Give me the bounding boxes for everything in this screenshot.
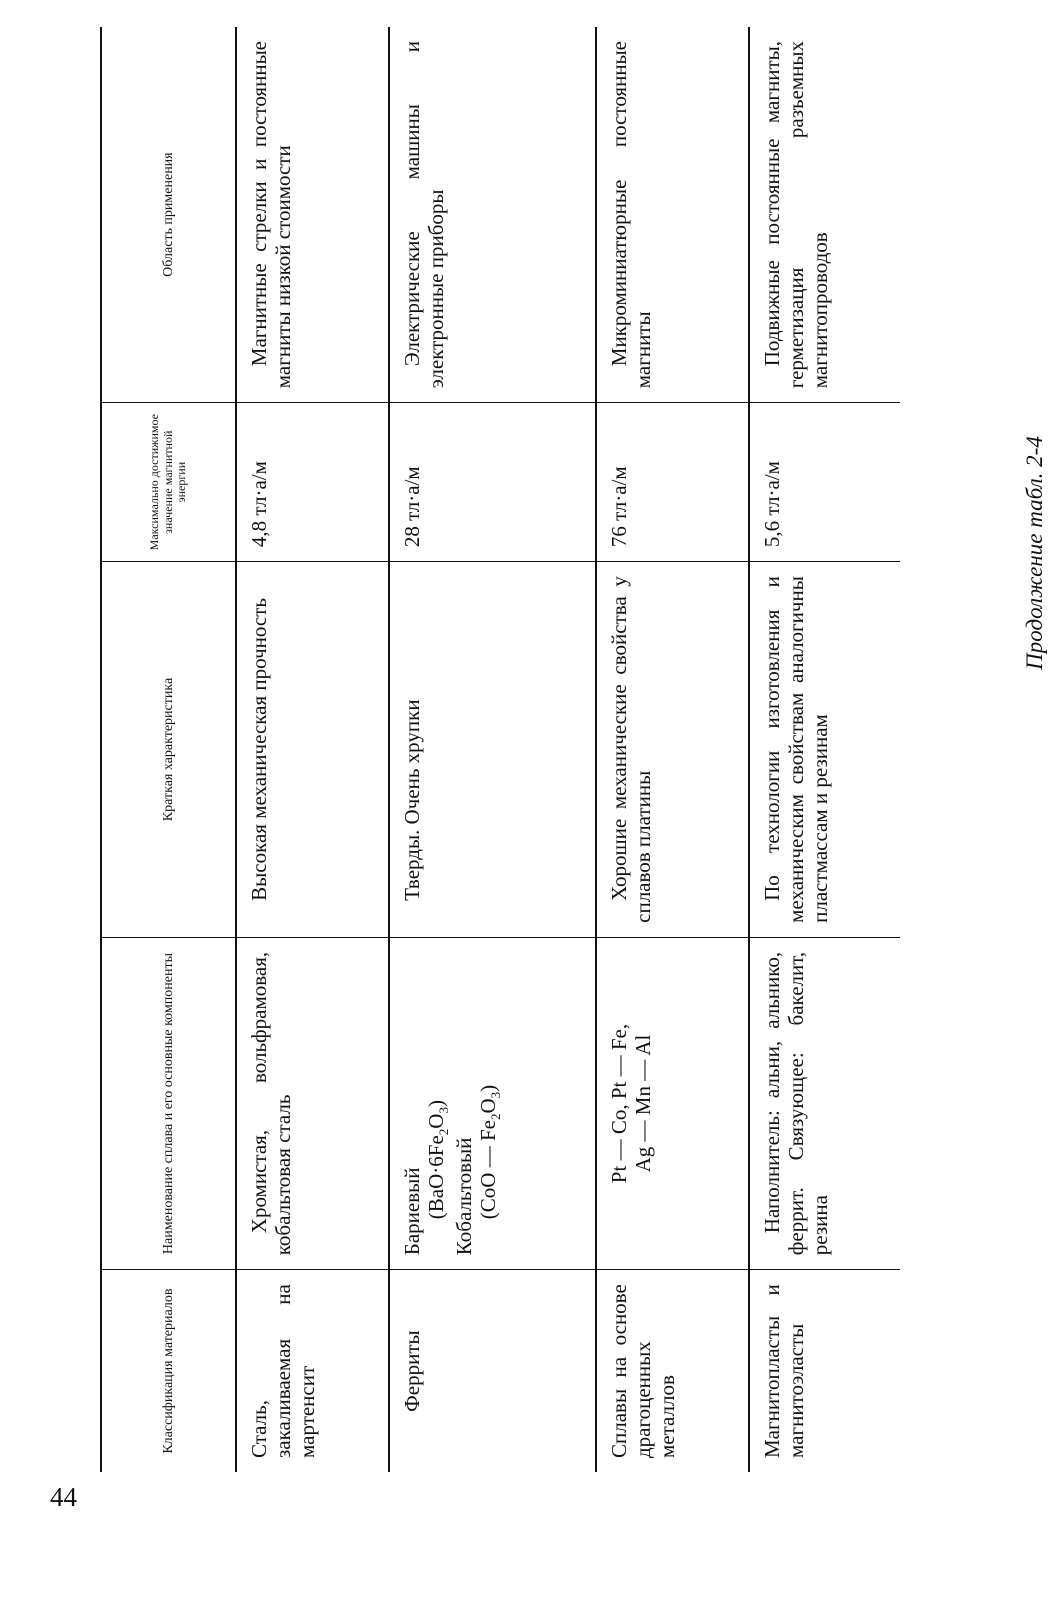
formula-text: (CoO — Fe <box>476 1120 501 1220</box>
cell-characteristic: Высокая механическая прочность <box>236 562 389 938</box>
cell-alloy: Хромистая, вольфрамовая, кобальтовая сталь <box>236 937 389 1269</box>
cell-classification: Сплавы на основе драгоценных металлов <box>606 1284 680 1458</box>
cell-application: Электрические машины и электронные приборы <box>389 27 596 403</box>
cell-alloy <box>596 937 749 1269</box>
alloy-line: Бариевый <box>399 1167 424 1256</box>
cell-energy: 28 тл·а/м <box>389 403 596 562</box>
header-application: Область применения <box>101 27 236 403</box>
cell-classification: Ферриты <box>399 1330 424 1412</box>
cell-characteristic: Тверды. Очень хрупки <box>389 562 596 938</box>
header-classification: Классификация материалов <box>160 1288 176 1454</box>
table-row <box>389 27 596 1472</box>
cell-classification: Сталь, закаливаемая на мартенсит <box>247 1284 320 1458</box>
header-energy: Максимально достижимое значение магнитной энергии <box>101 403 236 562</box>
cell-classification: Магнитопласты и магнитоэласты <box>759 1284 808 1458</box>
table-continuation-caption: Продолжение табл. 2-4 <box>1021 436 1047 670</box>
formula-text: (BaO·6Fe <box>423 1135 448 1220</box>
table-header-row <box>101 27 236 1472</box>
cell-characteristic: Хорошие механические свойства у сплавов платины <box>596 562 749 938</box>
cell-application: Магнитные стрелки и постоянные магниты низкой стоимости <box>236 27 389 403</box>
cell-energy: 76 тл·а/м <box>596 403 749 562</box>
table-row <box>596 27 749 1472</box>
alloy-formula: $(BaO\cdot 6Fe_2O_3)$ <box>423 1100 452 1220</box>
alloy-formula: (CoO — $Fe_2O_3$) <box>476 1084 504 1220</box>
cell-application: Микроминиатюрные постоянные магниты <box>596 27 749 403</box>
table-row <box>749 27 900 1472</box>
alloy-line: Pt — Co, Pt — Fe, <box>606 1023 631 1184</box>
magnetic-materials-table <box>100 27 900 1472</box>
header-alloy: Наименование сплава и его основные компоненты <box>101 937 236 1269</box>
cell-energy: 5,6 тл·а/м <box>749 403 900 562</box>
header-characteristic: Краткая характеристика <box>101 562 236 938</box>
cell-characteristic: По технологии изготовления и механическим свойствам аналогичны пластмассам и резинам <box>749 562 900 938</box>
alloy-line: Кобальтовый <box>452 1137 477 1256</box>
table-row <box>236 27 389 1472</box>
rotated-table-container <box>100 27 900 1472</box>
cell-energy: 4,8 тл·а/м <box>236 403 389 562</box>
alloy-line: Ag — Mn — Al <box>631 1034 656 1173</box>
page-number: 44 <box>50 1482 77 1512</box>
cell-alloy <box>389 937 596 1269</box>
cell-application: Подвижные постоянные магниты, герметизация разъемных магнитопроводов <box>749 27 900 403</box>
cell-alloy: Наполнитель: альни, альнико, феррит. Связующее: бакелит, резина <box>749 937 900 1269</box>
